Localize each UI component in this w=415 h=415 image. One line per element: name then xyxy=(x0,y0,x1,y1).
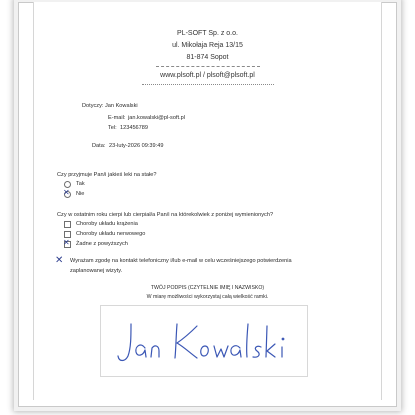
date-value: 23-luty-2026 09:39:49 xyxy=(109,143,164,149)
option-tak-label: Tak xyxy=(76,181,85,187)
question-medications: Czy przyjmuje Pan/i jakieś leki na stałe? xyxy=(57,172,157,178)
signature-box[interactable] xyxy=(100,305,308,377)
company-name: PL-SOFT Sp. z o.o. xyxy=(177,30,238,37)
regards-label: Dotyczy: xyxy=(82,103,104,109)
consent-text-line1: Wyrażam zgodę na kontakt telefoniczny i/lub e-mail w celu wcześniejszego potwierdzenia xyxy=(70,258,292,264)
contact-phone: 123456789 xyxy=(120,125,148,131)
option-circulatory-label: Choroby układu krążenia xyxy=(76,221,138,227)
phone-label: Tel: xyxy=(108,125,117,131)
company-street: ul. Mikołaja Reja 13/15 xyxy=(172,42,243,49)
option-none-label: Żadne z powyższych xyxy=(76,241,128,247)
signature-drawing xyxy=(101,306,307,376)
date-label: Data: xyxy=(92,143,106,149)
consent-check-icon[interactable]: ✕ xyxy=(55,255,64,266)
check-mark-icon: ✕ xyxy=(63,238,70,247)
checkbox-nervous[interactable] xyxy=(64,231,71,238)
question-conditions: Czy w ostatnim roku cierpi lub cierpiał/a Pan/i na którekolwiek z poniżej wymienionych? xyxy=(57,212,274,218)
company-city: 81-874 Sopot xyxy=(186,54,229,61)
option-nervous-label: Choroby układu nerwowego xyxy=(76,231,146,237)
signature-title: TWÓJ PODPIS (CZYTELNIE IMIĘ I NAZWISKO) xyxy=(150,285,265,291)
email-label: E-mail: xyxy=(108,115,126,121)
checkbox-circulatory[interactable] xyxy=(64,221,71,228)
radio-tak[interactable] xyxy=(64,181,71,188)
signature-hint: W miarę możliwości wykorzystaj całą wielkość ramki. xyxy=(146,294,269,300)
company-links: www.plsoft.pl / plsoft@plsoft.pl xyxy=(160,72,255,79)
contact-email: jan.kowalski@pl-soft.pl xyxy=(128,115,185,121)
header-divider-bottom xyxy=(142,84,274,85)
consent-text-line2: zaplanowanej wizyty. xyxy=(70,268,123,274)
check-mark-icon: ✕ xyxy=(63,188,70,197)
header-divider xyxy=(156,66,260,67)
option-nie-label: Nie xyxy=(76,191,85,197)
form-sheet xyxy=(33,2,382,400)
contact-name: Jan Kowalski xyxy=(105,103,138,109)
